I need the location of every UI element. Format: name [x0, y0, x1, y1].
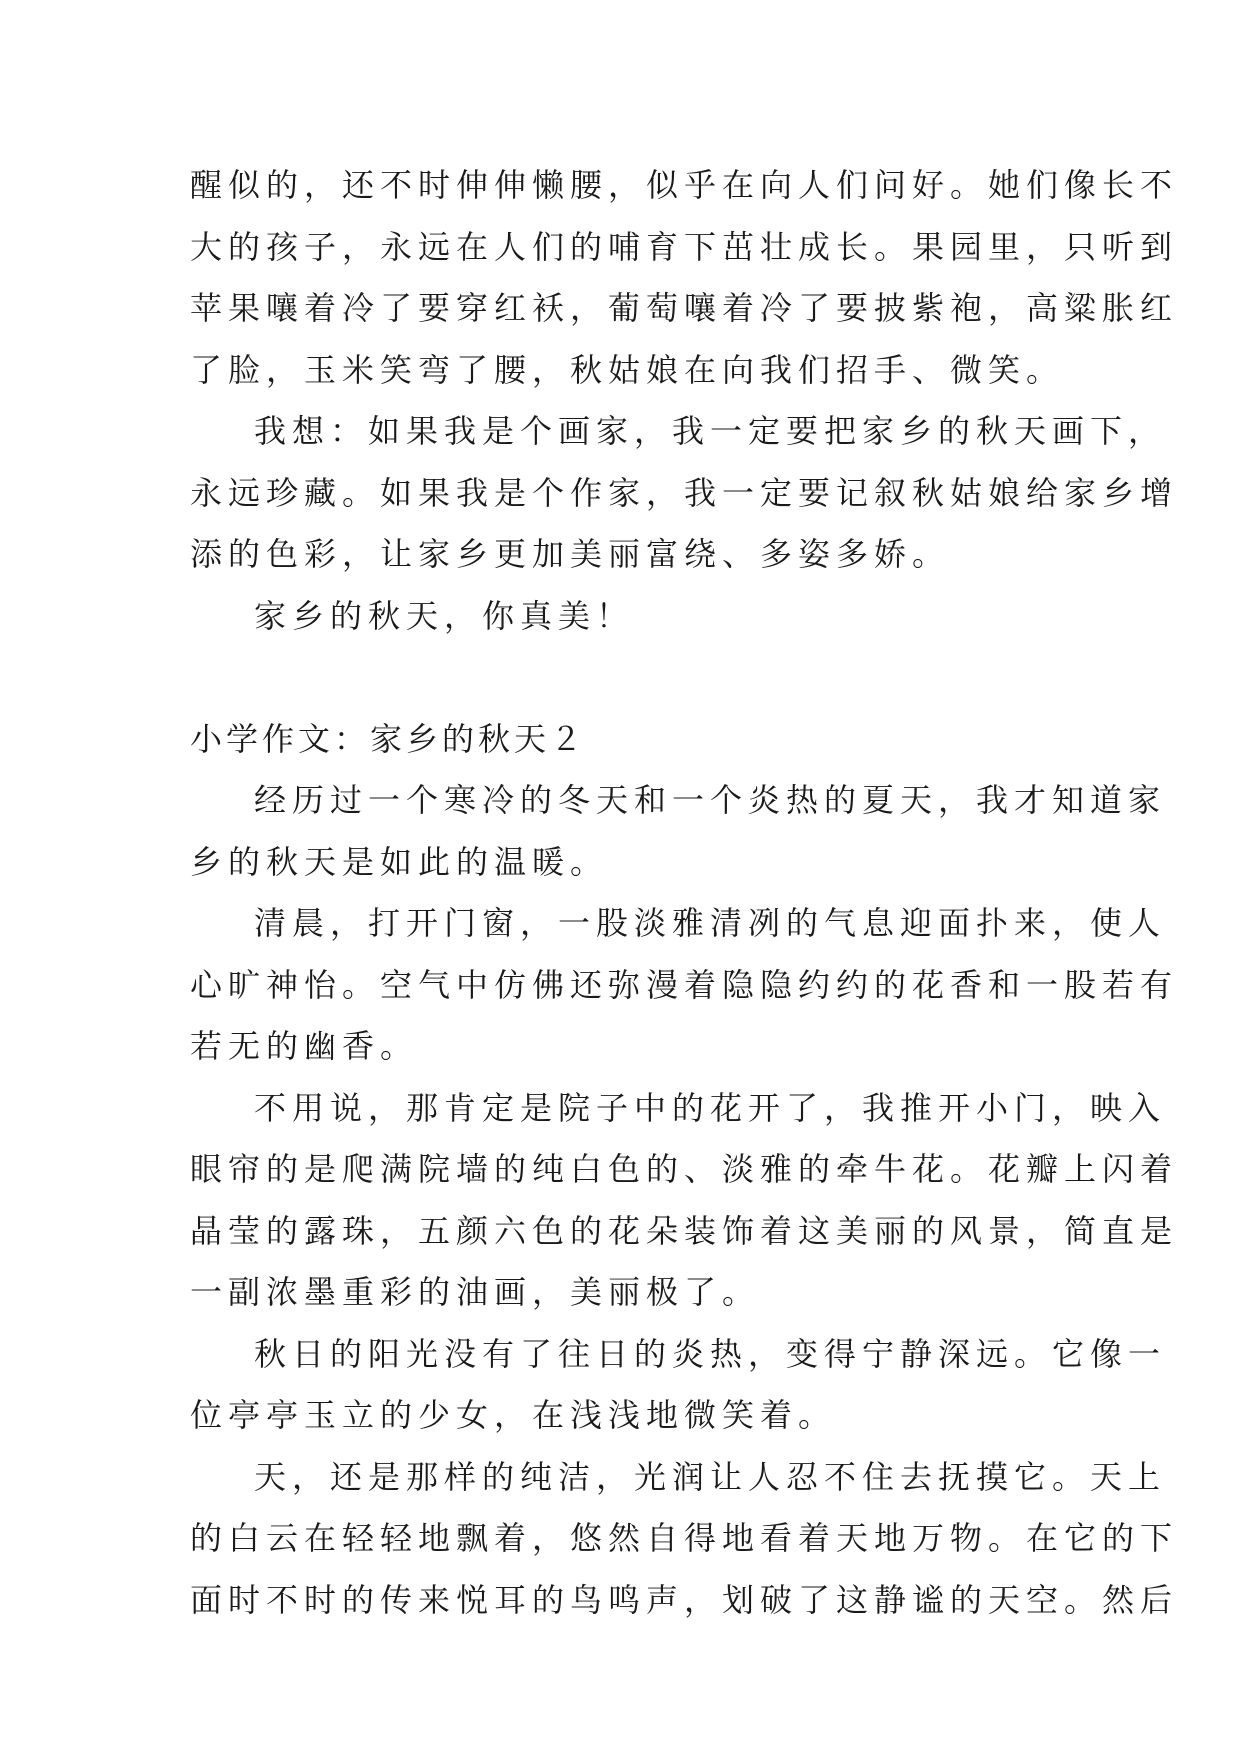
text-line: 苹果嚷着冷了要穿红袄，葡萄嚷着冷了要披紫袍，高粱胀红	[190, 289, 1179, 327]
essay-title: 小学作文：家乡的秋天２	[190, 719, 587, 758]
text-line: 醒似的，还不时伸伸懒腰，似乎在向人们问好。她们像长不	[190, 166, 1179, 204]
paragraph	[190, 1078, 1179, 1324]
text-line: 秋日的阳光没有了往日的炎热，变得宁静深远。它像一	[254, 1334, 1167, 1373]
paragraph	[190, 1324, 1167, 1447]
text-line: 的白云在轻轻地飘着，悠然自得地看着天地万物。在它的下	[190, 1519, 1179, 1557]
paragraph	[190, 1447, 1179, 1632]
text-line: 我想：如果我是个画家，我一定要把家乡的秋天画下，	[254, 412, 1167, 450]
text-line: 若无的幽香。	[190, 1027, 419, 1065]
paragraph	[190, 770, 1167, 893]
text-line: 永远珍藏。如果我是个作家，我一定要记叙秋姑娘给家乡增	[190, 473, 1179, 512]
text-line: 心旷神怡。空气中仿佛还弥漫着隐隐约约的花香和一股若有	[190, 965, 1179, 1004]
paragraph	[190, 586, 1060, 648]
paragraph	[190, 893, 1179, 1078]
text-line: 天，还是那样的纯洁，光润让人忍不住去抚摸它。天上	[254, 1457, 1167, 1496]
text-line: 眼帘的是爬满院墙的纯白色的、淡雅的牵牛花。花瓣上闪着	[190, 1150, 1179, 1188]
text-line: 乡的秋天是如此的温暖。	[190, 842, 609, 881]
text-line: 晶莹的露珠，五颜六色的花朵装饰着这美丽的风景，简直是	[190, 1211, 1179, 1250]
text-line: 添的色彩，让家乡更加美丽富绕、多姿多娇。	[190, 535, 951, 573]
blank-line	[190, 647, 1060, 709]
text-line: 经历过一个寒冷的冬天和一个炎热的夏天，我才知道家	[254, 781, 1167, 819]
text-line: 了脸，玉米笑弯了腰，秋姑娘在向我们招手、微笑。	[190, 350, 1065, 389]
text-line: 清晨，打开门窗，一股淡雅清冽的气息迎面扑来，使人	[254, 904, 1167, 942]
text-line: 一副浓墨重彩的油画，美丽极了。	[190, 1273, 761, 1311]
text-line: 面时不时的传来悦耳的鸟鸣声，划破了这静谧的天空。然后	[190, 1580, 1179, 1619]
text-line: 家乡的秋天，你真美！	[254, 596, 635, 635]
text-line: 大的孩子，永远在人们的哺育下茁壮成长。果园里，只听到	[190, 227, 1179, 266]
text-line: 不用说，那肯定是院子中的花开了，我推开小门，映入	[254, 1088, 1167, 1127]
text-line: 位亭亭玉立的少女，在浅浅地微笑着。	[190, 1396, 837, 1434]
paragraph-continued	[190, 155, 1179, 401]
paragraph	[190, 401, 1179, 586]
document-page	[190, 155, 1179, 1631]
